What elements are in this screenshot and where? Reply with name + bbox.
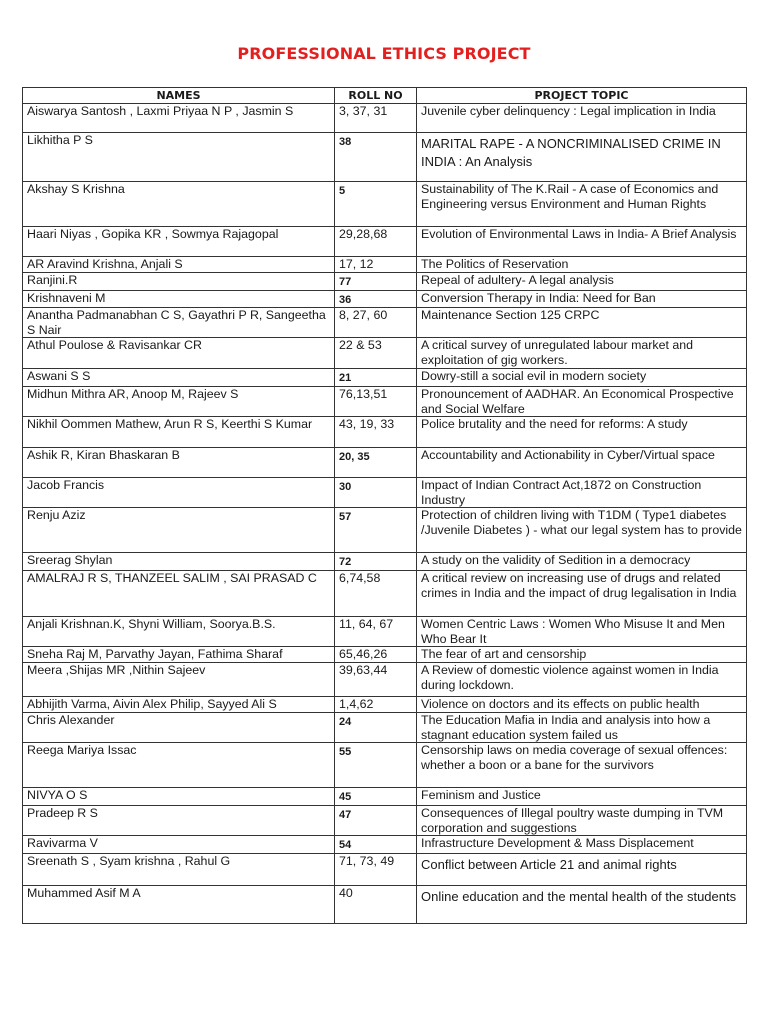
- roll-cell: 6,74,58: [335, 570, 417, 616]
- topic-cell: The fear of art and censorship: [417, 647, 747, 663]
- topic-cell: Conversion Therapy in India: Need for Ban: [417, 290, 747, 308]
- roll-cell: 57: [335, 508, 417, 553]
- names-cell: Krishnaveni M: [23, 290, 335, 308]
- names-cell: Sneha Raj M, Parvathy Jayan, Fathima Sharaf: [23, 647, 335, 663]
- topic-cell: Protection of children living with T1DM ( Type1 diabetes /Juvenile Diabetes ) - what our legal system has to provide: [417, 508, 747, 553]
- roll-cell: 1,4,62: [335, 697, 417, 713]
- topic-cell: A study on the validity of Sedition in a democracy: [417, 553, 747, 571]
- topic-cell: A Review of domestic violence against women in India during lockdown.: [417, 663, 747, 697]
- roll-cell: 55: [335, 743, 417, 788]
- roll-cell: 54: [335, 836, 417, 854]
- roll-cell: 47: [335, 805, 417, 835]
- table-row: [23, 369, 747, 387]
- table-row: [23, 308, 747, 338]
- table-row: [23, 386, 747, 416]
- roll-cell: 45: [335, 788, 417, 806]
- roll-cell: 40: [335, 885, 417, 923]
- topic-cell: The Education Mafia in India and analysis into how a stagnant education system failed us: [417, 713, 747, 743]
- roll-cell: 72: [335, 553, 417, 571]
- table-row: [23, 885, 747, 923]
- names-cell: Aiswarya Santosh , Laxmi Priyaa N P , Jasmin S: [23, 104, 335, 133]
- page-title: PROFESSIONAL ETHICS PROJECT: [237, 44, 531, 63]
- topic-cell: Women Centric Laws : Women Who Misuse It and Men Who Bear It: [417, 616, 747, 646]
- topic-cell: Infrastructure Development & Mass Displacement: [417, 836, 747, 854]
- table-row: [23, 104, 747, 133]
- topic-cell: Evolution of Environmental Laws in India- A Brief Analysis: [417, 227, 747, 257]
- table-row: [23, 570, 747, 616]
- table-row: [23, 788, 747, 806]
- roll-cell: 76,13,51: [335, 386, 417, 416]
- roll-cell: 8, 27, 60: [335, 308, 417, 338]
- column-header-names: NAMES: [23, 88, 335, 104]
- table-row: [23, 227, 747, 257]
- names-cell: NIVYA O S: [23, 788, 335, 806]
- topic-cell: A critical review on increasing use of drugs and related crimes in India and the impact of drug legalisation in India: [417, 570, 747, 616]
- names-cell: Reega Mariya Issac: [23, 743, 335, 788]
- table-row: [23, 257, 747, 273]
- roll-cell: 21: [335, 369, 417, 387]
- table-row: [23, 417, 747, 448]
- roll-cell: 30: [335, 478, 417, 508]
- roll-cell: 11, 64, 67: [335, 616, 417, 646]
- topic-cell: Censorship laws on media coverage of sexual offences: whether a boon or a bane for the survivors: [417, 743, 747, 788]
- names-cell: Jacob Francis: [23, 478, 335, 508]
- topic-cell: Police brutality and the need for reforms: A study: [417, 417, 747, 448]
- roll-cell: 3, 37, 31: [335, 104, 417, 133]
- column-header-project-topic: PROJECT TOPIC: [417, 88, 747, 104]
- table-row: [23, 133, 747, 182]
- roll-cell: 38: [335, 133, 417, 182]
- project-table: [22, 87, 747, 924]
- topic-cell: Feminism and Justice: [417, 788, 747, 806]
- table-row: [23, 273, 747, 291]
- table-row: [23, 836, 747, 854]
- table-row: [23, 743, 747, 788]
- topic-cell: Dowry-still a social evil in modern society: [417, 369, 747, 387]
- roll-cell: 43, 19, 33: [335, 417, 417, 448]
- names-cell: Akshay S Krishna: [23, 182, 335, 227]
- table-row: [23, 478, 747, 508]
- roll-cell: 71, 73, 49: [335, 853, 417, 885]
- topic-cell: Conflict between Article 21 and animal rights: [417, 853, 747, 885]
- topic-cell: The Politics of Reservation: [417, 257, 747, 273]
- topic-cell: Impact of Indian Contract Act,1872 on Construction Industry: [417, 478, 747, 508]
- roll-cell: 17, 12: [335, 257, 417, 273]
- names-cell: Midhun Mithra AR, Anoop M, Rajeev S: [23, 386, 335, 416]
- table-row: [23, 853, 747, 885]
- names-cell: Ranjini.R: [23, 273, 335, 291]
- topic-cell: Consequences of Illegal poultry waste dumping in TVM corporation and suggestions: [417, 805, 747, 835]
- names-cell: Ashik R, Kiran Bhaskaran B: [23, 448, 335, 478]
- roll-cell: 65,46,26: [335, 647, 417, 663]
- names-cell: Muhammed Asif M A: [23, 885, 335, 923]
- topic-cell: A critical survey of unregulated labour market and exploitation of gig workers.: [417, 338, 747, 369]
- names-cell: Anjali Krishnan.K, Shyni William, Soorya.B.S.: [23, 616, 335, 646]
- names-cell: Sreenath S , Syam krishna , Rahul G: [23, 853, 335, 885]
- roll-cell: 29,28,68: [335, 227, 417, 257]
- table-row: [23, 663, 747, 697]
- names-cell: Haari Niyas , Gopika KR , Sowmya Rajagopal: [23, 227, 335, 257]
- names-cell: AR Aravind Krishna, Anjali S: [23, 257, 335, 273]
- table-row: [23, 805, 747, 835]
- names-cell: Renju Aziz: [23, 508, 335, 553]
- table-row: [23, 697, 747, 713]
- names-cell: Sreerag Shylan: [23, 553, 335, 571]
- roll-cell: 22 & 53: [335, 338, 417, 369]
- topic-cell: Online education and the mental health of the students: [417, 885, 747, 923]
- roll-cell: 36: [335, 290, 417, 308]
- names-cell: AMALRAJ R S, THANZEEL SALIM , SAI PRASAD C: [23, 570, 335, 616]
- table-row: [23, 182, 747, 227]
- names-cell: Pradeep R S: [23, 805, 335, 835]
- table-row: [23, 553, 747, 571]
- names-cell: Likhitha P S: [23, 133, 335, 182]
- topic-cell: Pronouncement of AADHAR. An Economical Prospective and Social Welfare: [417, 386, 747, 416]
- table-row: [23, 338, 747, 369]
- topic-cell: Repeal of adultery- A legal analysis: [417, 273, 747, 291]
- roll-cell: 24: [335, 713, 417, 743]
- names-cell: Meera ,Shijas MR ,Nithin Sajeev: [23, 663, 335, 697]
- names-cell: Anantha Padmanabhan C S, Gayathri P R, Sangeetha S Nair: [23, 308, 335, 338]
- names-cell: Ravivarma V: [23, 836, 335, 854]
- names-cell: Athul Poulose & Ravisankar CR: [23, 338, 335, 369]
- table-row: [23, 647, 747, 663]
- table-header-row: [23, 88, 747, 104]
- topic-cell: Accountability and Actionability in Cyber/Virtual space: [417, 448, 747, 478]
- topic-cell: Violence on doctors and its effects on public health: [417, 697, 747, 713]
- topic-cell: Juvenile cyber delinquency : Legal implication in India: [417, 104, 747, 133]
- roll-cell: 5: [335, 182, 417, 227]
- table-row: [23, 508, 747, 553]
- names-cell: Chris Alexander: [23, 713, 335, 743]
- roll-cell: 20, 35: [335, 448, 417, 478]
- table-row: [23, 713, 747, 743]
- roll-cell: 77: [335, 273, 417, 291]
- topic-cell: MARITAL RAPE - A NONCRIMINALISED CRIME IN INDIA : An Analysis: [417, 133, 747, 182]
- column-header-roll-no: ROLL NO: [335, 88, 417, 104]
- names-cell: Abhijith Varma, Aivin Alex Philip, Sayyed Ali S: [23, 697, 335, 713]
- names-cell: Aswani S S: [23, 369, 335, 387]
- table-row: [23, 616, 747, 646]
- table-row: [23, 290, 747, 308]
- names-cell: Nikhil Oommen Mathew, Arun R S, Keerthi S Kumar: [23, 417, 335, 448]
- topic-cell: Sustainability of The K.Rail - A case of Economics and Engineering versus Environment and Human Rights: [417, 182, 747, 227]
- table-row: [23, 448, 747, 478]
- topic-cell: Maintenance Section 125 CRPC: [417, 308, 747, 338]
- roll-cell: 39,63,44: [335, 663, 417, 697]
